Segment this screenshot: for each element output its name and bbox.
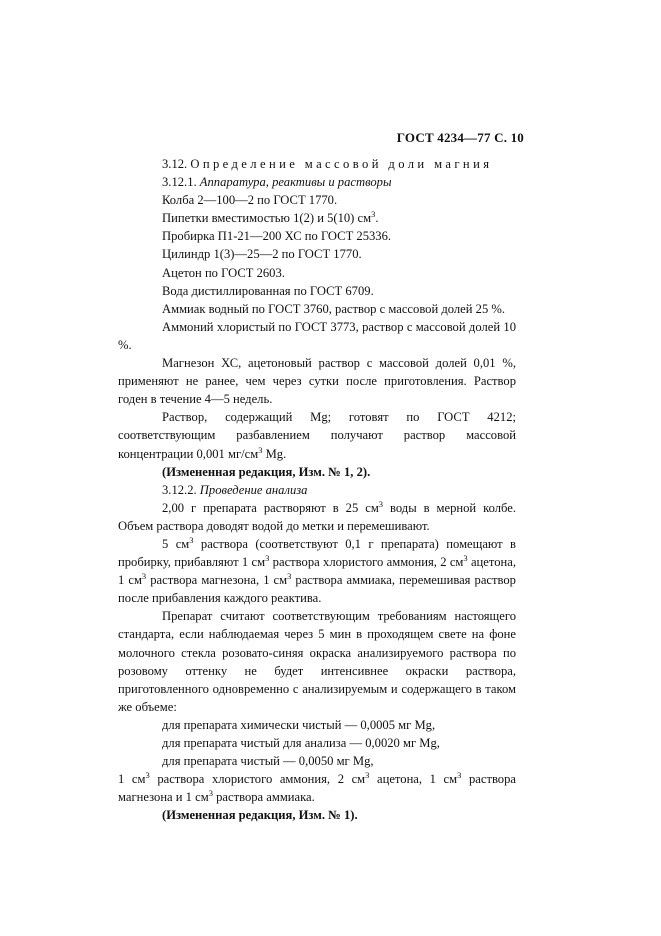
paragraph-text: Mg. [262, 446, 287, 461]
paragraph-text: Раствор, содержащий Mg; готовят по ГОСТ 4212; соответствующим разбавлением получают раствор массовой концентрации 0,001 мг/см [118, 410, 516, 461]
paragraph-text: раствора хлористого аммония, 2 см [269, 555, 464, 570]
paragraph-text: воды в мерной колбе. Объем раствора доводят водой до метки и перемешивают. [118, 500, 516, 533]
superscript: 3 [457, 770, 462, 781]
mg-solution-paragraph [118, 408, 516, 462]
revision-note: (Измененная редакция, Изм. № 1). [162, 808, 358, 823]
section-number: 3.12.2. [162, 482, 197, 497]
reagent-item: Пробирка П1-21—200 ХС по ГОСТ 25336. [162, 229, 392, 244]
reagent-item [118, 209, 516, 227]
superscript: 3 [287, 571, 292, 582]
superscript: 3 [145, 770, 150, 781]
running-header: ГОСТ 4234—77 С. 10 [396, 130, 524, 145]
superscript: 3 [371, 209, 376, 220]
reagents-paragraph [118, 770, 516, 806]
section-3-12-2-heading [118, 481, 516, 499]
paragraph-text: раствора магнезона и 1 см [118, 772, 516, 805]
analysis-paragraph [118, 499, 516, 535]
paragraph-text: раствора магнезона, 1 см [146, 573, 288, 588]
section-title: Проведение анализа [199, 482, 308, 497]
superscript: 3 [208, 788, 213, 799]
paragraph-text: 5 см [162, 536, 190, 551]
paragraph-text: раствора аммиака. [212, 790, 315, 805]
superscript: 3 [189, 534, 194, 545]
paragraph-text: 1 см [118, 772, 146, 787]
paragraph-text: 2,00 г препарата растворяют в 25 см [162, 500, 379, 515]
reagent-item: Ацетон по ГОСТ 2603. [162, 265, 285, 280]
paragraph-text: раствора аммиака, перемешивая раствор после прибавления каждого реактива. [118, 573, 516, 606]
reagent-item: Вода дистиллированная по ГОСТ 6709. [162, 283, 374, 298]
revision-note: (Измененная редакция, Изм. № 1, 2). [162, 464, 371, 479]
section-3-12-1-heading [118, 173, 516, 191]
document-body [118, 155, 516, 824]
reagent-item: Колба 2—100—2 по ГОСТ 1770. [162, 193, 338, 208]
superscript: 3 [365, 770, 370, 781]
section-number: 3.12. [162, 157, 188, 171]
reagent-item: Цилиндр 1(3)—25—2 по ГОСТ 1770. [162, 247, 362, 262]
paragraph-text: раствора хлористого аммония, 2 см [149, 772, 366, 787]
analysis-paragraph [118, 535, 516, 607]
section-title: Определение массовой доли магния [190, 157, 493, 171]
reagent-item-text: Пипетки вместимостью 1(2) и 5(10) см [162, 211, 372, 226]
superscript: 3 [378, 498, 384, 509]
grade-item: для препарата чистый — 0,0050 мг Mg, [162, 754, 374, 769]
section-number: 3.12.1. [162, 175, 197, 190]
superscript: 3 [463, 553, 468, 564]
superscript: 3 [258, 444, 263, 455]
superscript: 3 [265, 553, 270, 564]
reagent-item: Аммоний хлористый по ГОСТ 3773, раствор с массовой долей 10 %. [118, 319, 516, 352]
paragraph-text: ацетона, 1 см [369, 772, 458, 787]
section-title: Аппаратура, реактивы и растворы [199, 175, 392, 190]
reagent-item-tail: . [375, 211, 379, 226]
paragraph-text: ацетона, 1 см [118, 555, 516, 588]
reagent-item: Аммиак водный по ГОСТ 3760, раствор с массовой долей 25 %. [162, 301, 506, 316]
section-3-12-heading [118, 155, 516, 173]
magnezon-paragraph: Магнезон ХС, ацетоновый раствор с массовой долей 0,01 %, применяют не ранее, чем через сутки после приготовления. Раствор годен в течение 4—5 недель. [118, 356, 516, 407]
grade-item: для препарата химически чистый — 0,0005 мг Mg, [162, 717, 436, 732]
paragraph-text: раствора (соответствуют 0,1 г препарата) помещают в пробирку, прибавляют 1 см [118, 536, 517, 570]
grade-item: для препарата чистый для анализа — 0,0020 мг Mg, [162, 736, 440, 750]
superscript: 3 [141, 571, 147, 582]
criteria-paragraph: Препарат считают соответствующим требованиям настоящего стандарта, если наблюдаемая через 5 мин в проходящем свете на фоне молочного стекла розовато-синяя окраска анализируемого раствора по розовому оттенку не будет интенсивнее окраски раствора, приготовленного одновременно с анализируемым и содержащего в таком же объеме: [118, 609, 516, 714]
